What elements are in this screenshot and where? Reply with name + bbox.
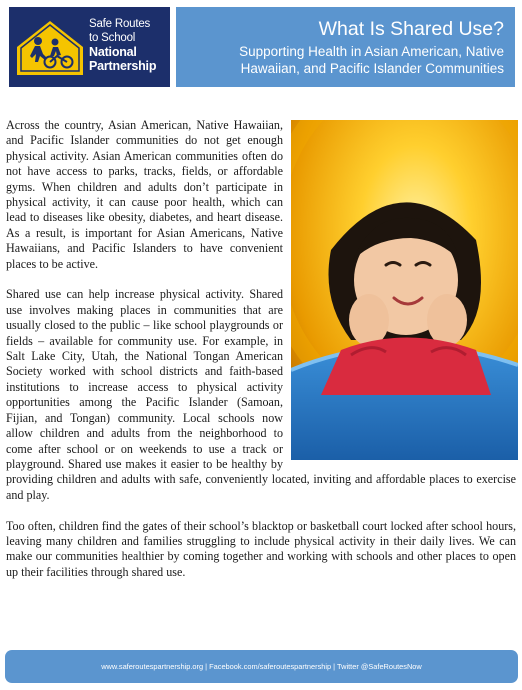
page-subtitle: Supporting Health in Asian American, Native Hawaiian, and Pacific Islander Communities [239, 44, 504, 76]
logo-line-national: National [89, 45, 137, 59]
photo-float-spacer [283, 118, 516, 464]
footer [5, 650, 518, 683]
body-text [6, 118, 516, 596]
footer-links[interactable]: www.saferoutespartnership.org | Facebook.com/saferoutespartnership | Twitter @SafeRoutesNow [101, 662, 422, 671]
logo-line-safe-routes: Safe Routes [89, 18, 151, 30]
header [9, 7, 515, 87]
logo-text [89, 17, 169, 73]
paragraph-intro: Across the country, Asian American, Native Hawaiian, and Pacific Islander communities do not get enough physical activity. Asian American communities often do not have access to parks, tracks, fields, or affordable gyms. When children and adults don’t participate in physical activity, it can cause poor health, which can lead to diseases like obesity, diabetes, and heart disease. As a result, is important for Asian Americans, Native Hawaiians, and Pacific Islanders to have convenient places to be active. [6, 118, 283, 271]
paragraph-call-to-action: Too often, children find the gates of their school’s blacktop or basketball court locked after school hours, leaving many children and families struggling to include physical activity in their daily lives. We can make our communities healthier by coming together and working with schools and other places to open up their facilities through shared use. [6, 518, 516, 579]
page-title: What Is Shared Use? [318, 18, 504, 40]
logo-line-to-school: to School [89, 32, 136, 44]
logo [9, 7, 170, 87]
logo-line-partnership: Partnership [89, 59, 157, 73]
title-bar [176, 7, 515, 87]
paragraph-shared-use: Shared use can help increase physical activity. Shared use involves making places in communities that are usually closed to the public – like school playgrounds or fields – available for community use. For example, in Salt Lake City, Utah, the National Tongan American Society worked with school districts and faith-based institutions to increase access to physical activity opportunities among the Pacific Islander (Samoan, Fijian, and Tongan) community. Local schools now allow children and adults from the neighborhood to come after school or on weekends to use a track or playground. Shared use makes it easier to be healthy by providing children and adults with safe, conveniently located, inviting and affordable places to exercise and play. [6, 287, 516, 502]
school-crossing-sign-icon [16, 20, 84, 76]
